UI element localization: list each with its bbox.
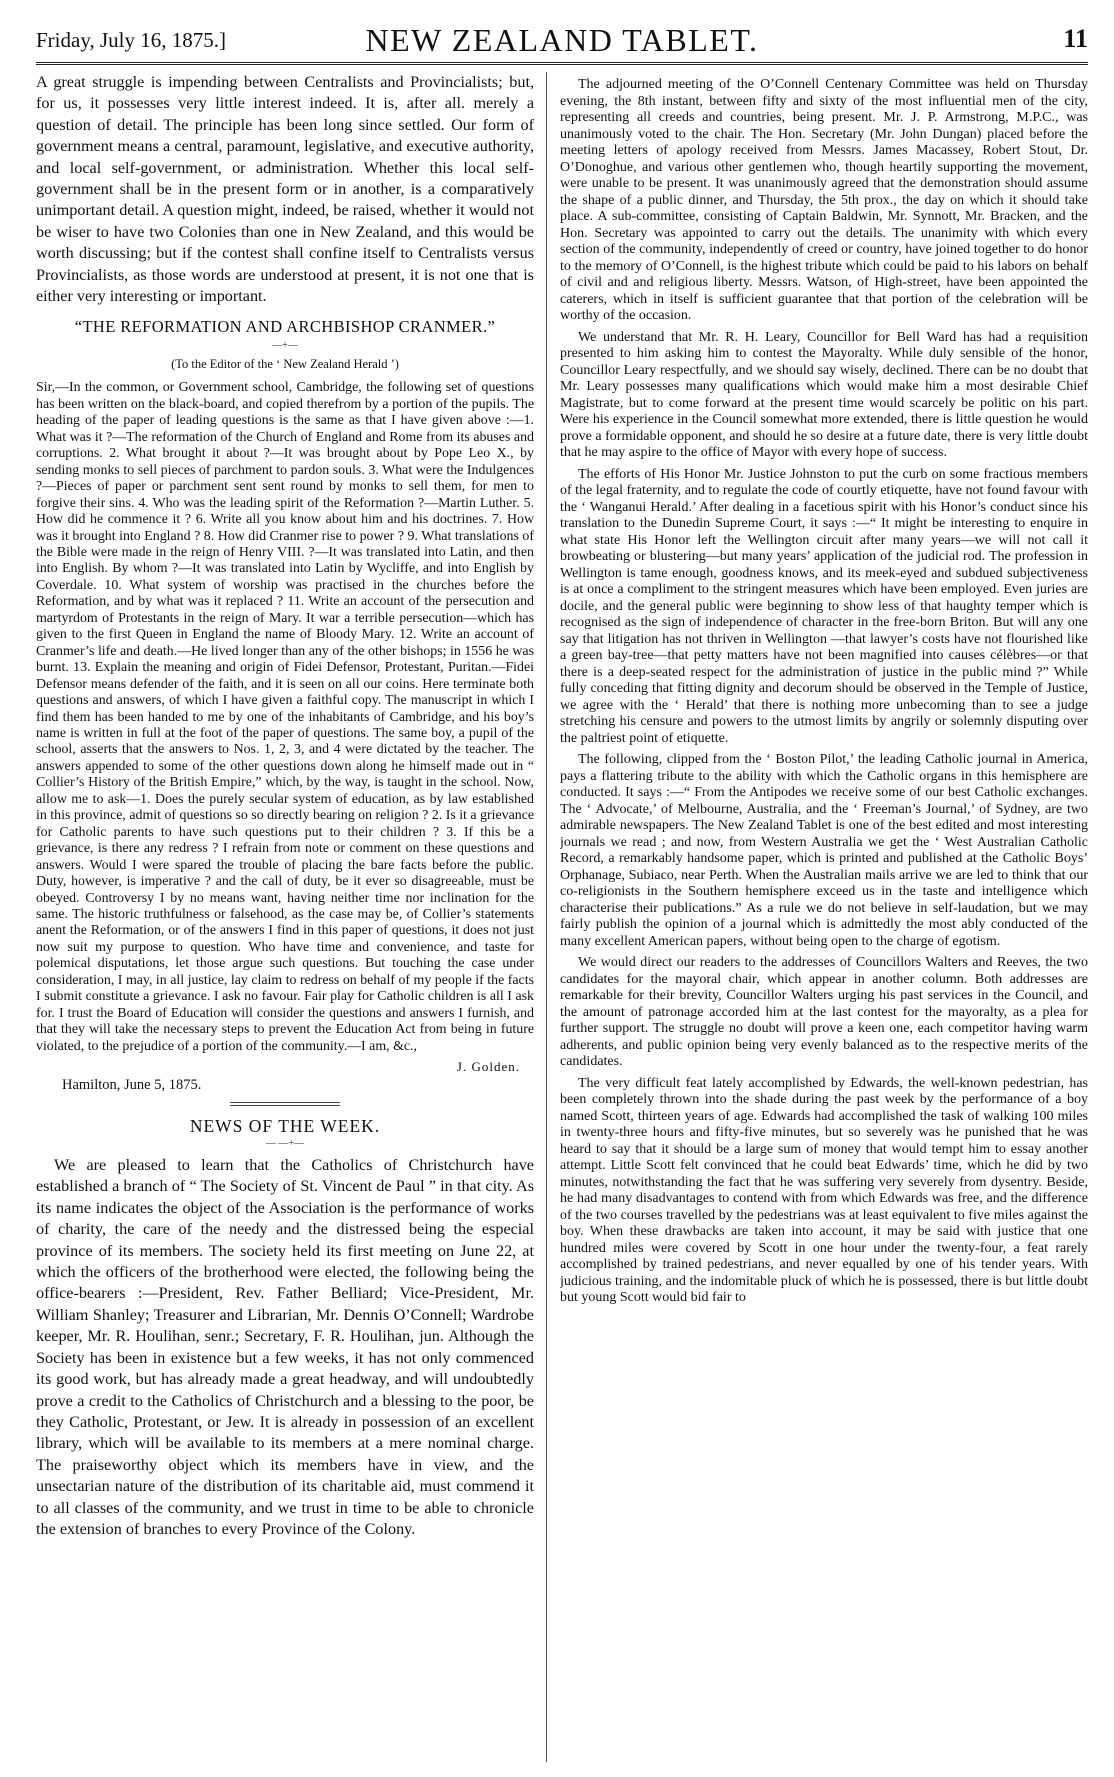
newspaper-title: NEW ZEALAND TABLET. xyxy=(365,22,759,58)
section-rule xyxy=(230,1102,340,1106)
page-number: 11 xyxy=(1063,24,1088,53)
ornament-divider: — —+— xyxy=(265,1138,305,1150)
lead-paragraph: A great struggle is impending between Centralists and Provincialists; but, for us, it possesses very little interest indeed. It is, after all. merely a question of detail. The principle has been long since settled. Our form of government means a central, paramount, legislative, and executive authority, and local self-government, or administration. Whether this local self-government shall be in the present form or in another, is a comparatively unimportant detail. A question might, indeed, be raised, whether it would not be wiser to have two Colonies than one in New Zealand, and this would be worth discussing; but if the contest shall confine itself to Centralists versus Provincialists, as those words are understood at present, it is not one that is either very interesting or important. xyxy=(36,73,534,306)
article-mayoral-candidates: We would direct our readers to the addresses of Councillors Walters and Reeves, the two candidates for the mayoral chair, which appear in another column. Both addresses are remarkable for their brevity, Councillor Walters urging his past services in the Council, and the amount of patronage accorded him at the last contest for the mayoralty, as a plea for further support. The struggle no doubt will prove a keen one, each competitor having warm adherents, and public opinion being very evenly balanced as to the respective merits of the candidates. xyxy=(560,955,1088,1069)
letter-dateline: Hamilton, June 5, 1875. xyxy=(62,1077,202,1094)
article-boston-pilot: The following, clipped from the ‘ Boston Pilot,’ the leading Catholic journal in America, pays a flattering tribute to the ability with which the Catholic organs in this hemisphere are conducted. It says :—“ From the Antipodes we receive some of our best Catholic exchanges. The ‘ Advocate,’ of Melbourne, Australia, and the ‘ Freeman’s Journal,’ of Sydney, are two admirable newspapers. The New Zealand Tablet is one of the best edited and most interesting journals we read ; and now, from Western Australia we get the ‘ West Australian Catholic Record, a remarkably handsome paper, which is printed and published at the Catholic Boys’ Orphanage, Subiaco, near Perth. When the Australian mails arrive we are led to think that our co-religionists in the Southern hemisphere exceed us in the taste and intelligence which characterise their publications.” As a rule we do not believe in self-laudation, but we may fairly publish the opinion of a journal which is admittedly the most ably conducted of the many excellent American papers, without being open to the charge of egotism. xyxy=(560,752,1088,949)
masthead xyxy=(36,22,1088,65)
letter-signature: J. Golden. xyxy=(456,1059,520,1075)
article-justice-johnston: The efforts of His Honor Mr. Justice Johnston to put the curb on some fractious members of the legal fraternity, and to regulate the code of courtly etiquette, have not found favour with the ‘ Wanganui Herald.’ After dealing in a facetious spirit with his Honor’s conduct since his translation to the Dunedin Supreme Court, it says :—“ It might be interesting to enquire in what state His Honor left the Wellington circuit after many years—we will not call it browbeating or blustering—but many years’ application of the judicial rod. The profession in Wellington is tame enough, goodness knows, and its meek-eyed and subdued subjectiveness is at once a compliment to the stringent measures which have been employed. Even juries are docile, and the general public were beginning to show less of that haughty temper which is recognised as the sign of independence of character in the free-born Briton. But will any one say that litigation has not thriven in Wellington —that lawyer’s costs have not flourished like a green bay-tree—that petty matters have not been magnified into causes célèbres—or that there is a deep-seated respect for the administration of justice in the public mind ?” While fully conceding that fitting dignity and decorum should be observed in the Temple of Justice, we agree with the ‘ Herald’ that there is nothing more unbecoming than to see a judge stretching his censure and powers to the utmost limits by angrily or solemnly disputing over the paltriest point of etiquette. xyxy=(560,466,1088,746)
ornament-divider: —+— xyxy=(272,340,298,352)
letter-addressee: (To the Editor of the ‘ New Zealand Herald ’) xyxy=(171,357,399,372)
news-heading: NEWS OF THE WEEK. xyxy=(189,1116,381,1137)
letter-heading: “THE REFORMATION AND ARCHBISHOP CRANMER.” xyxy=(74,317,496,337)
column-divider xyxy=(546,72,547,1762)
issue-date: Friday, July 16, 1875.] xyxy=(36,28,226,52)
left-column xyxy=(36,72,534,1762)
article-mayoralty-leary: We understand that Mr. R. H. Leary, Councillor for Bell Ward has had a requisition presented to him asking him to contest the Mayoralty. While duly sensible of the honor, Councillor Leary respectfully, and we should say wisely, declined. There can be no doubt that Mr. Leary possesses many qualifications which would make him a most desirable Chief Magistrate, but to come forward at the present time would scarcely be politic on his part. Were his experience in the Council somewhat more extended, there is little question he would prove a formidable opponent, and should he so desire at a future date, there is very little doubt that he may aspire to the office of Mayor with every hope of success. xyxy=(560,329,1088,460)
article-pedestrian-scott: The very difficult feat lately accomplished by Edwards, the well-known pedestrian, has been completely thrown into the shade during the past week by the performance of a boy named Scott, thirteen years of age. Edwards had accomplished the task of walking 100 miles in twenty-three hours and fifty-five minutes, but so severely was he punished that he was heard to say that it should be a large sum of money that would tempt him to essay another attempt. Little Scott felt convinced that he could beat Edwards’ time, which he did by two minutes, notwithstanding the fact that he was suffering very severely from dysentry. Beside, he had many disadvantages to contend with from which Edwards was free, and the difference of the two courses travelled by the pedestrians was at least equivalent to five miles against the boy. When these drawbacks are taken into account, it may be said with justice that one hundred miles were covered by Scott in one hour under the twenty-four, a feat rarely accomplished by trained pedestrians, and never equalled by one of his tender years. With judicious training, and the indomitable pluck of which he is possessed, there is but little doubt but young Scott would bid fair to xyxy=(560,1075,1088,1305)
right-column xyxy=(560,72,1088,1762)
article-oconnell-centenary: The adjourned meeting of the O’Connell Centenary Committee was held on Thursday evening, the 8th instant, between fifty and sixty of the most influential men of the city, representing all creeds and countries, being present. Mr. J. P. Armstrong, M.P.C., was unanimously voted to the chair. The Hon. Secretary (Mr. John Dungan) placed before the meeting letters of apology received from Messrs. James Macassey, Robert Stout, Dr. O’Donoghue, and various other gentlemen who, though heartily supporting the movement, were unable to be present. It was unanimously agreed that the demonstration should assume the shape of a public dinner, and Thursday, the 5th prox., the day on which it should take place. A sub-committee, consisting of Captain Baldwin, Mr. Synnott, Mr. Bracken, and the Hon. Secretary was appointed to carry out the details. The unanimity with which every section of the community, independently of creed or country, have joined together to do honor to the memory of O’Connell, is the highest tribute which could be paid to his labors on behalf of civil and and religious liberty. Messrs. Watson, of High-street, have been appointed the caterers, which in itself is sufficient guarantee that that portion of the celebration will be worthy of the occasion. xyxy=(560,77,1088,323)
letter-body: Sir,—In the common, or Government school, Cambridge, the following set of questions has been written on the black-board, and copied therefrom by a portion of the pupils. The heading of the paper of leading questions is the same as that I have given above :—1. What was it ?—The reformation of the Church of England and Rome from its abuses and corruptions. 2. What brought it about ?—It was brought about by Pope Leo X., by sending monks to sell pieces of parchment to pardon souls. 3. What were the Indulgences ?—Pieces of paper or parchment sent sent round by monks to sell them, for men to forgive their sins. 4. Who was the leading spirit of the Reformation ?—Martin Luther. 5. How did he commence it ? 6. Write all you know about him and his doctrines. 7. How was it brought into England ? 8. How did Cranmer rise to power ? 9. What translations of the Bible were made in the reign of Henry VIII. ?—It was translated into Latin, and then into English. By whom ?—It was translated into Latin by Wycliffe, and into English by Coverdale. 10. What system of worship was practised in the churches before the Reformation, and by what was it replaced ? 11. Write an account of the persecution and martyrdom of Protestants in the reign of Mary. It war a terrible persecution—which has given to the first Queen in England the name of Bloody Mary. 12. Write an account of Cranmer’s life and death.—He lived longer than any of the other bishops; in 1556 he was burnt. 13. Explain the meaning and origin of Fidei Defensor, Protestant, Puritan.—Fidei Defensor means defender of the faith, and it is seen on all our coins. Here terminate both questions and answers, of which I have given a faithful copy. The manuscript in which I find them has been handed to me by one of the inhabitants of Cambridge, and his boy’s name is written in full at the foot of the paper of questions. The same boy, a pupil of the school, asserts that the answers to Nos. 1, 2, 3, and 4 were dictated by the teacher. The answers appended to some of the other questions down along he himself made out in “ Collier’s History of the British Empire,” which, by the way, is taught in the school. Now, allow me to ask—1. Does the purely secular system of education, as by law established in this province, admit of questions so so directly bearing on religion ? 2. Is it a grievance for Catholic parents to have such questions put to their children ? 3. If this be a grievance, is there any redress ? I refrain from note or comment on these questions and answers. Would I were spared the trouble of placing the bare facts before the public. Duty, however, is imperative ? and the call of duty, be it ever so disagreeable, must be obeyed. Controversy I by no means want, having neither time nor inclination for the same. The historic truthfulness or falsehood, as the case may be, of Collier’s statements anent the Reformation, or of the answers I find in this paper of questions, it does not just now suit my purpose to question. Who have time and convenience, and taste for polemical disputations, let those argue such questions. But touching the case under consideration, I may, in all justice, lay claim to redress on behalf of my people if the facts I submit constitute a grievance. I ask no favour. Fair play for Catholic children is all I ask for. I trust the Board of Education will consider the questions and answers I furnish, and that they will take the necessary steps to prevent the Education Act from being in future violated, to the prejudice of a portion of the community.—I am, &c., xyxy=(36,380,534,1054)
news-paragraph: We are pleased to learn that the Catholics of Christchurch have established a branch of “ The Society of St. Vincent de Paul ” in that city. As its name indicates the object of the Association is the performance of works of charity, the care of the needy and the distressed being the especial province of its members. The society held its first meeting on June 22, at which the officers of the brotherhood were elected, the following being the office-bearers :—President, Rev. Father Belliard; Vice-President, Mr. William Shanley; Treasurer and Librarian, Mr. Dennis O’Connell; Wardrobe keeper, Mr. R. Houlihan, senr.; Secretary, F. R. Houlihan, jun. Although the Society has been in existence but a few weeks, it has not only commenced its good work, but has already made a great headway, and will undoubtedly prove a credit to the Catholics of Christchurch and a blessing to the poor, be they Catholic, Protestant, or Jew. It is already in possession of an excellent library, which will be available to its members at a mere nominal charge. The praiseworthy object which its members have in view, and the unsectarian nature of the distribution of its charitable aid, must commend it to all classes of the community, and we trust in time to be able to chronicle the extension of branches to every Province of the Colony. xyxy=(36,1156,534,1538)
